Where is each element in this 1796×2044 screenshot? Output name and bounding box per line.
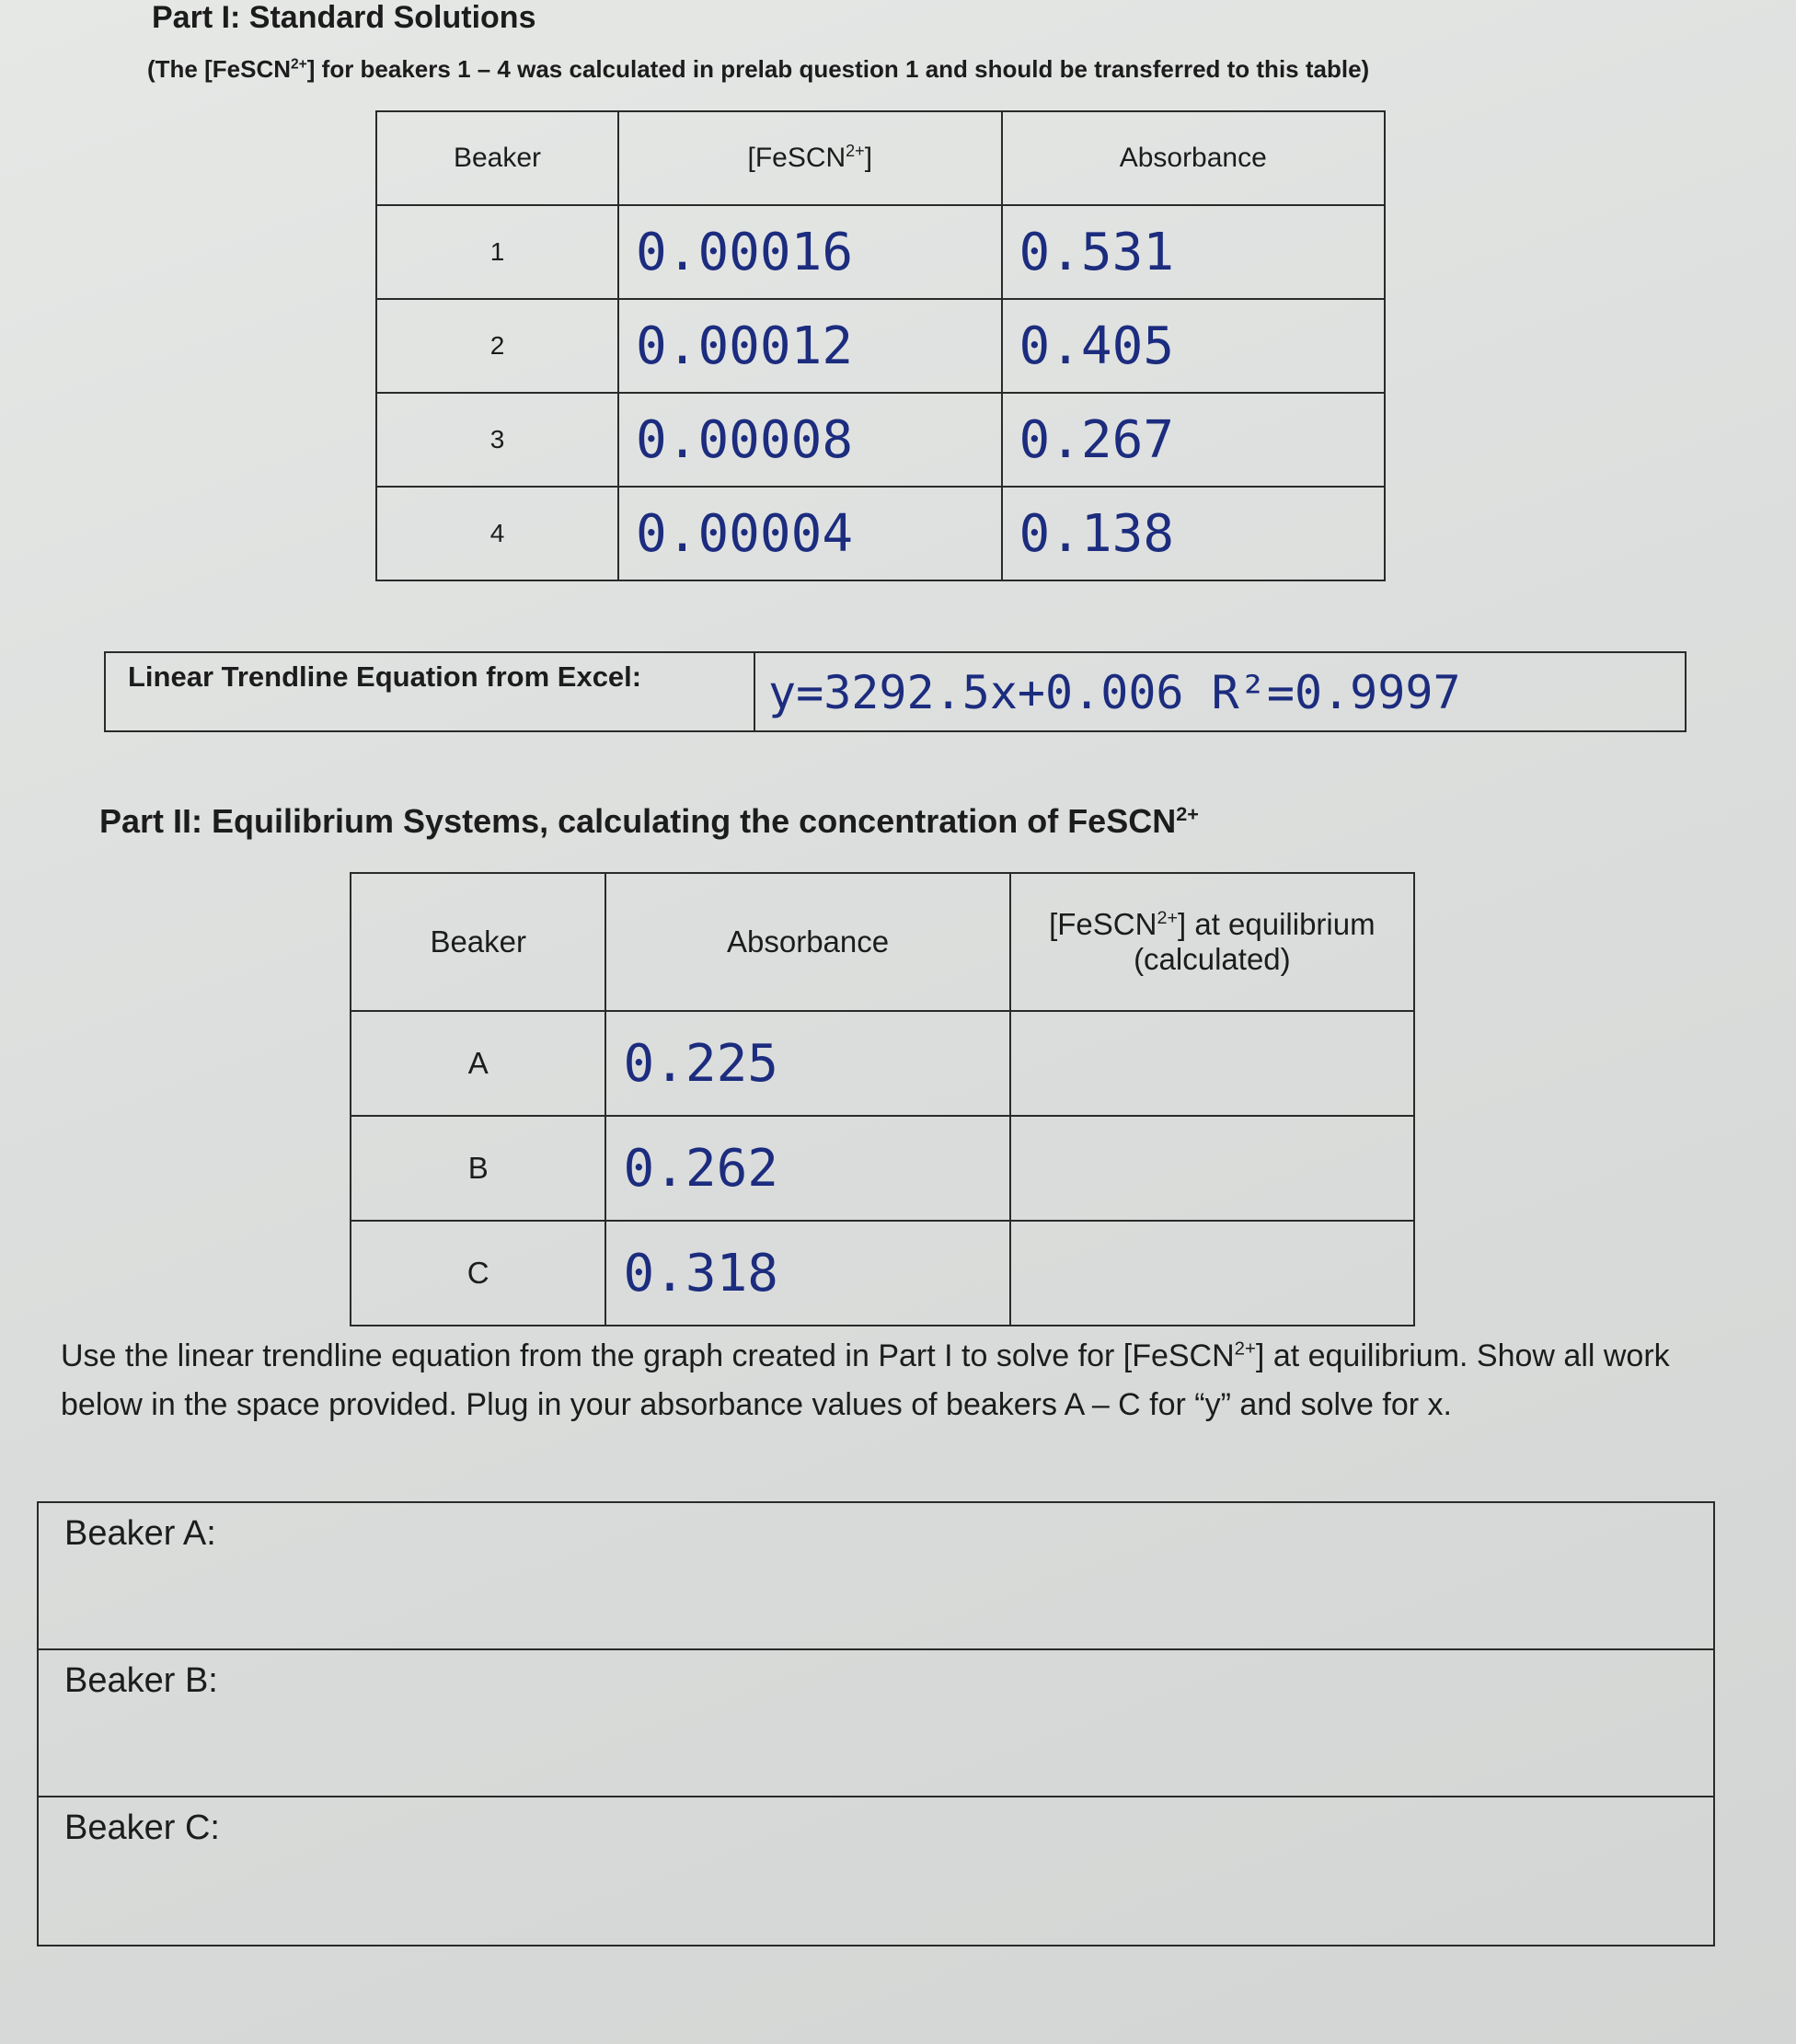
trendline-divider <box>754 653 755 730</box>
header-beaker: Beaker <box>351 873 605 1011</box>
header-conc-sup: 2+ <box>846 142 865 160</box>
note-sup: 2+ <box>291 56 307 73</box>
beaker-cell: 1 <box>376 205 618 299</box>
work-area <box>37 1501 1715 1946</box>
header-absorbance: Absorbance <box>605 873 1009 1011</box>
beaker-cell: 3 <box>376 393 618 487</box>
equilibrium-concentration-cell[interactable] <box>1010 1011 1414 1116</box>
header-absorbance: Absorbance <box>1002 111 1386 205</box>
concentration-cell[interactable]: 0.00012 <box>618 299 1001 393</box>
concentration-cell[interactable]: 0.00004 <box>618 487 1001 580</box>
table-header-row <box>376 111 1385 205</box>
absorbance-cell[interactable]: 0.318 <box>605 1221 1009 1326</box>
concentration-cell[interactable]: 0.00008 <box>618 393 1001 487</box>
instructions-sup: 2+ <box>1234 1338 1256 1360</box>
beaker-cell: B <box>351 1116 605 1221</box>
absorbance-cell[interactable]: 0.267 <box>1002 393 1386 487</box>
header-eq-line2: (calculated) <box>1134 942 1291 976</box>
absorbance-cell[interactable]: 0.138 <box>1002 487 1386 580</box>
table-row <box>351 1221 1414 1326</box>
work-label-beaker-a: Beaker A: <box>64 1514 216 1553</box>
note-prefix: (The [FeSCN <box>147 55 291 83</box>
table-row <box>376 299 1385 393</box>
work-label-beaker-c: Beaker C: <box>64 1809 220 1847</box>
table-header-row <box>351 873 1414 1011</box>
table-row <box>351 1116 1414 1221</box>
standard-solutions-table <box>375 110 1386 581</box>
trendline-label: Linear Trendline Equation from Excel: <box>128 660 642 693</box>
beaker-cell: C <box>351 1221 605 1326</box>
part1-note <box>147 55 1369 84</box>
equilibrium-concentration-cell[interactable] <box>1010 1221 1414 1326</box>
header-concentration <box>618 111 1001 205</box>
work-label-beaker-b: Beaker B: <box>64 1661 218 1700</box>
part1-heading: Part I: Standard Solutions <box>152 0 536 35</box>
header-conc-suffix: ] <box>864 143 873 173</box>
absorbance-cell[interactable]: 0.405 <box>1002 299 1386 393</box>
absorbance-cell[interactable]: 0.225 <box>605 1011 1009 1116</box>
table-row <box>376 205 1385 299</box>
equilibrium-table <box>350 872 1415 1326</box>
concentration-cell[interactable]: 0.00016 <box>618 205 1001 299</box>
table-row <box>351 1011 1414 1116</box>
header-conc-prefix: [FeSCN <box>747 143 846 173</box>
table-row <box>376 393 1385 487</box>
header-eq-sup: 2+ <box>1157 908 1178 928</box>
header-beaker: Beaker <box>376 111 618 205</box>
work-row-beaker-c[interactable] <box>39 1797 1713 1943</box>
beaker-cell: 2 <box>376 299 618 393</box>
instructions-prefix: Use the linear trendline equation from the graph created in Part I to solve for [FeSCN <box>61 1338 1235 1373</box>
part2-heading-sup: 2+ <box>1176 802 1199 825</box>
header-eq-prefix: [FeSCN <box>1049 907 1157 941</box>
beaker-cell: A <box>351 1011 605 1116</box>
instructions-suffix: ] at equilibrium. Show all work below in the space provided. Plug in your absorbance values of beakers A – C for “y” and solve for x. <box>61 1338 1670 1422</box>
trendline-equation[interactable]: y=3292.5x+0.006 R²=0.9997 <box>768 666 1461 719</box>
table-row <box>376 487 1385 580</box>
instructions <box>61 1332 1717 1430</box>
work-row-beaker-b[interactable] <box>39 1650 1713 1797</box>
header-equilibrium-concentration <box>1010 873 1414 1011</box>
part2-heading <box>99 802 1199 841</box>
beaker-cell: 4 <box>376 487 618 580</box>
absorbance-cell[interactable]: 0.531 <box>1002 205 1386 299</box>
work-row-beaker-a[interactable] <box>39 1503 1713 1650</box>
absorbance-cell[interactable]: 0.262 <box>605 1116 1009 1221</box>
equilibrium-concentration-cell[interactable] <box>1010 1116 1414 1221</box>
trendline-box <box>104 651 1687 732</box>
part2-heading-text: Part II: Equilibrium Systems, calculating the concentration of FeSCN <box>99 802 1177 840</box>
header-eq-suffix: ] at equilibrium <box>1178 907 1376 941</box>
note-suffix: ] for beakers 1 – 4 was calculated in prelab question 1 and should be transferred to this table) <box>306 55 1370 83</box>
